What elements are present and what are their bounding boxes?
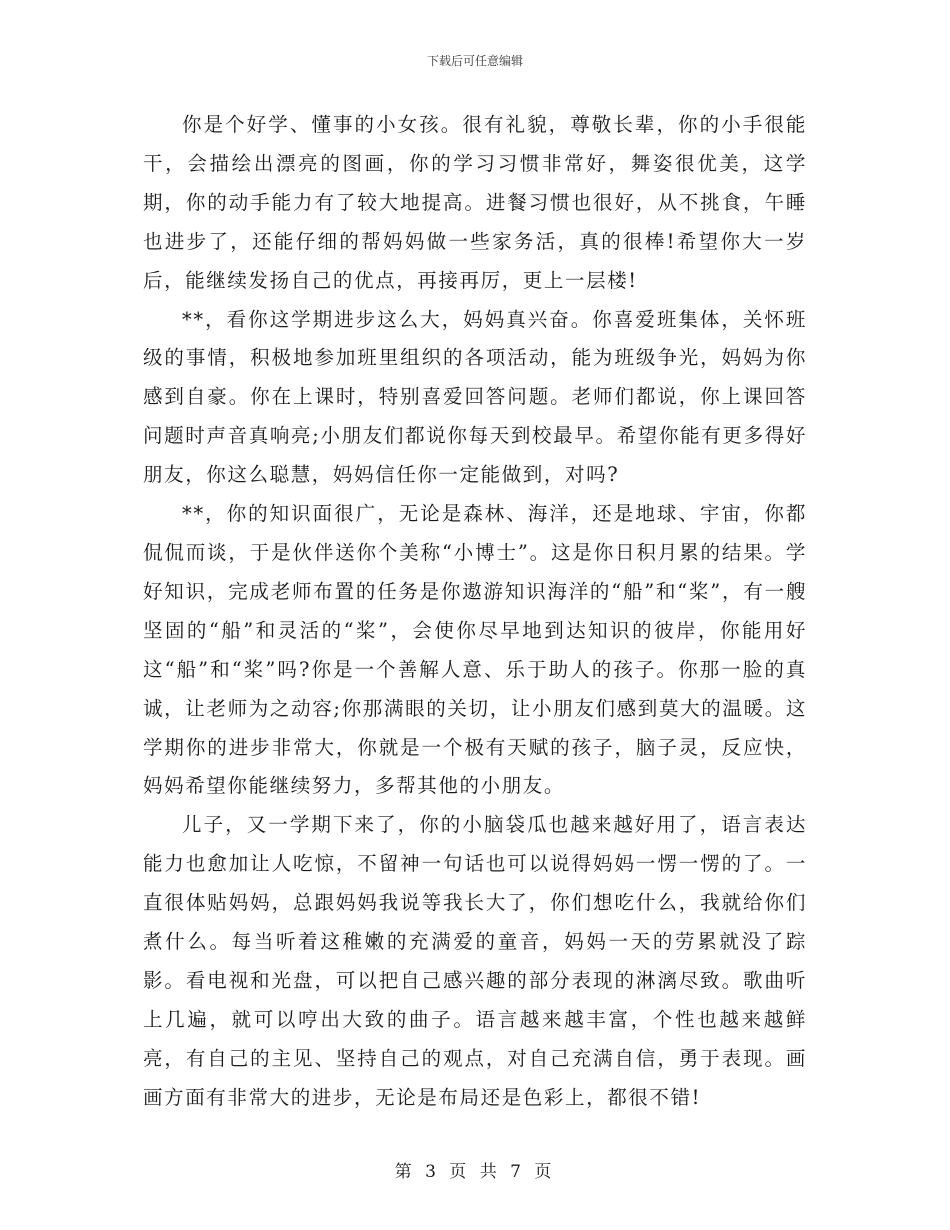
paragraph-1: 你是个好学、懂事的小女孩。很有礼貌，尊敬长辈，你的小手很能干，会描绘出漂亮的图画，你的学习习惯非常好，舞姿很优美，这学期，你的动手能力有了较大地提高。进餐习惯也很好，从不挑食，午睡也进步了，还能仔细的帮妈妈做一些家务活，真的很棒!希望你大一岁后，能继续发扬自己的优点，再接再厉，更上一层楼!: [143, 113, 807, 292]
document-body: [143, 106, 807, 1118]
page-header: 下载后可任意编辑: [426, 54, 523, 68]
paragraph-4: 儿子，又一学期下来了，你的小脑袋瓜也越来越好用了，语言表达能力也愈加让人吃惊，不留神一句话也可以说得妈妈一愣一愣的了。一直很体贴妈妈，总跟妈妈我说等我长大了，你们想吃什么，我就给你们煮什么。每当听着这稚嫩的充满爱的童音，妈妈一天的劳累就没了踪影。看电视和光盘，可以把自己感兴趣的部分表现的淋漓尽致。歌曲听上几遍，就可以哼出大致的曲子。语言越来越丰富，个性也越来越鲜亮，有自己的主见、坚持自己的观点，对自己充满自信，勇于表现。画画方面有非常大的进步，无论是布局还是色彩上，都很不错!: [143, 813, 807, 1109]
page-footer: 第 3 页 共 7 页: [394, 1162, 556, 1182]
paragraph-2: **，看你这学期进步这么大，妈妈真兴奋。你喜爱班集体，关怀班级的事情，积极地参加班里组织的各项活动，能为班级争光，妈妈为你感到自豪。你在上课时，特别喜爱回答问题。老师们都说，你上课回答问题时声音真响亮;小朋友们都说你每天到校最早。希望你能有更多得好朋友，你这么聪慧，妈妈信任你一定能做到，对吗?: [143, 307, 807, 487]
paragraph-3: **，你的知识面很广，无论是森林、海洋，还是地球、宇宙，你都侃侃而谈，于是伙伴送你个美称“小博士”。这是你日积月累的结果。学好知识，完成老师布置的任务是你遨游知识海洋的“船”和“桨”，有一艘坚固的“船”和灵活的“桨”，会使你尽早地到达知识的彼岸，你能用好这“船”和“桨”吗?你是一个善解人意、乐于助人的孩子。你那一脸的真诚，让老师为之动容;你那满眼的关切，让小朋友们感到莫大的温暖。这学期你的进步非常大，你就是一个极有天赋的孩子，脑子灵，反应快，妈妈希望你能继续努力，多帮其他的小朋友。: [143, 502, 807, 798]
